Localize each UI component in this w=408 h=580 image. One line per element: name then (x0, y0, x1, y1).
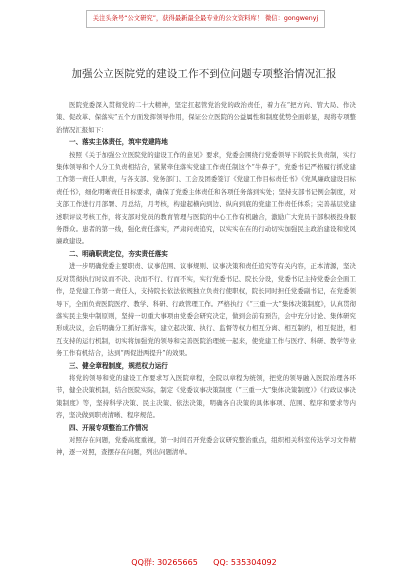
intro-paragraph: 医院党委深入贯彻党的二十大精神，坚定扛起管党治党的政治责任，着力在“把方向、管大局、作决策、促改革、保落实”五个方面发挥领导作用，保证公立医院的公益属性和制度优势全面彰显，现将专项整治情况汇报如下： (56, 101, 356, 134)
section-paragraph: 对照存在问题，党委高度重视，第一时间召开党委会议研究整治重点，组织相关科室传达学习文件精神，逐一对照，查摆存在问题，列出问题清单。 (56, 435, 356, 457)
section-paragraph: 按照《关于加强公立医院党的建设工作的意见》要求，党委会围绕行党委领导下的院长负责制，实行集体领导和个人分工负责相结合，紧紧牵住落实党建工作责任制这个“牛鼻子”，党委书记严格履行抓党建工作第一责任人职责，与各支部、党务部门、工会及团委签订《党建工作目标责任书》《党风廉政建设目标责任书》，细化明晰责任目标要求，确保了党委主体责任和各项任务落到实处；坚持支部书记例会制度，对支部工作进行月部署、月总结，月考核，构建起横向到边、纵向到底的党建工作责任体系；完善基层党建述职评议考核工作，将支部对党员的教育管理与医院的中心工作有机融合，激励广大党员干部积极投身服务群众。患者的第一线，强化责任落实，严肃问责追究，以实实在在的行动切实加强民主政治建设和党风廉政建设。 (56, 150, 356, 246)
document-body (56, 99, 356, 459)
promo-banner: 关注头条号“公文研究”，获得最新最全最专业的公文资料库！ 微信：gongwenyj (86, 10, 325, 28)
contact-footer: QQ群: 30265665 QQ: 535304092 (131, 558, 277, 567)
section-heading: 四、开展专项整治工作情况 (69, 423, 149, 432)
section-paragraph: 将党的领导和党的建设工作要求写入医院章程，全院以章程为统领，把党的领导融入医院治理各环节，健全决策机制，结合医院实际，制定《党委议事决策制度（“三重一大”集体决策制度）》《行政议事决策制度》等，坚持科学决策、民主决策、依法决策，明确各自决策的具体事项、范围、程序和要求等内容，坚决做到职责清晰、程序规范。 (56, 373, 356, 420)
document-title: 加强公立医院党的建设工作不到位问题专项整治情况汇报 (71, 68, 337, 80)
section-heading: 二、明确职责定位，夯实责任落实 (69, 249, 168, 258)
section-paragraph: 进一步明确党委主要职责、议事范围、议事规则、议事决策和责任追究等有关内容，正本清源，坚决反对贯彻执行时议而不决、决而不行、行而不实，实行党委书记、院长分设，党委书记主持党委会全面工作，是党建工作第一责任人，支持院长依法依规独立负责行使职权，院长同时担任党委副书记，在党委领导下，全面负责医院医疗、教学、科研、行政管理工作。严格执行《“三重一大”集体决策制度》，认真贯彻落实民主集中制原则，坚持一切重大事项由党委会研究决定，做到会前有预告，会中充分讨论、集体研究形成决议，会后明确分工抓好落实，建立起决策、执行、监督等权力相互分离、相互制约，相互促进，相互支持的运行机制，切实将加强党的领导和完善医院治理统一起来，使党建工作与医疗、科研、教学等业务工作有机结合，达到“两促进两提升”的效果。 (56, 262, 356, 358)
section-heading: 三、健全章程制度，规范权力运行 (69, 361, 168, 370)
section-heading: 一、落实主体责任，筑牢党建阵地 (69, 138, 168, 147)
